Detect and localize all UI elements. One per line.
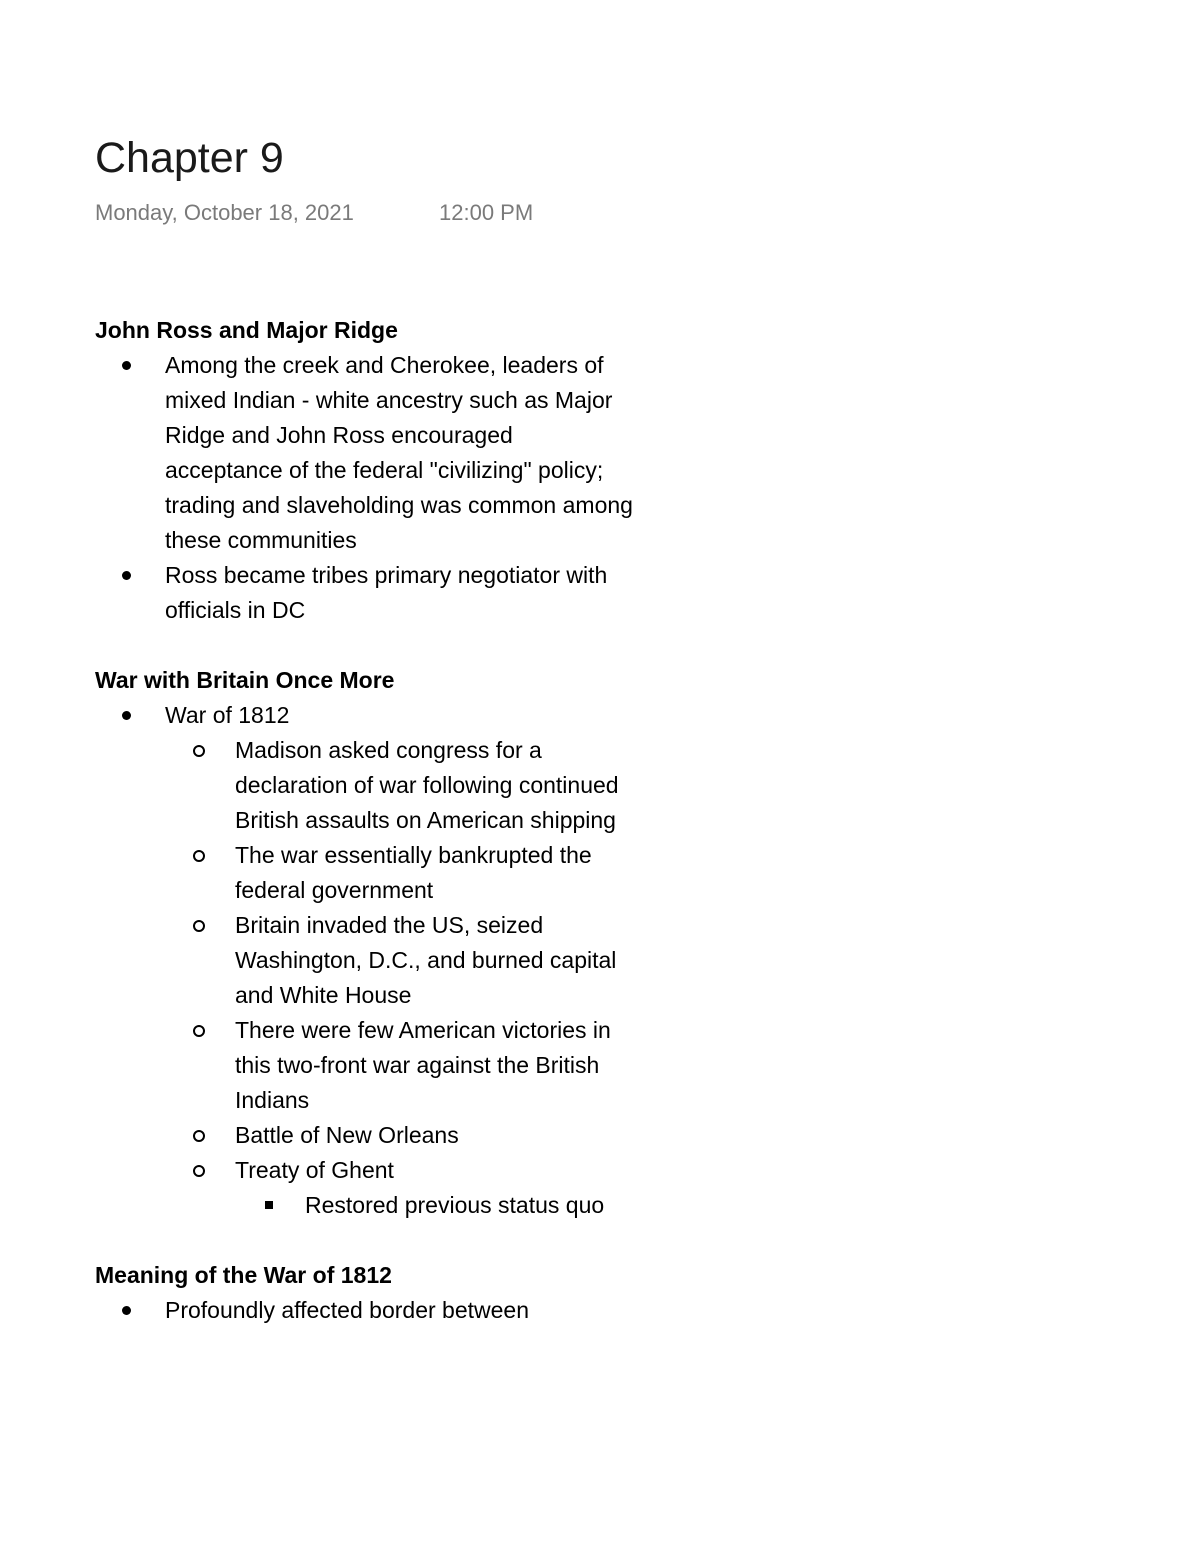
sub-list-item [165, 733, 635, 838]
list-item-text: Among the creek and Cherokee, leaders of mixed Indian - white ancestry such as Major Ridge and John Ross encouraged acceptance of the federal "civilizing" policy; trading and slaveholding was common among these communities [165, 352, 633, 553]
bullet-circle-icon [193, 1025, 205, 1037]
page-date: Monday, October 18, 2021 [95, 200, 354, 225]
bullet-circle-icon [193, 920, 205, 932]
page-title: Chapter 9 [95, 134, 284, 182]
bullet-circle-icon [193, 1165, 205, 1177]
sub-list-item [165, 1013, 635, 1118]
bullet-list [95, 348, 635, 628]
sub-sub-list-item-text: Restored previous status quo [305, 1192, 605, 1218]
section-war-with-britain [95, 663, 635, 1223]
bullet-list [95, 698, 635, 1223]
section-heading: John Ross and Major Ridge [95, 317, 398, 343]
sub-list-item-text: Madison asked congress for a declaration of war following continued British assaults on American shipping [235, 737, 619, 833]
bullet-dot-icon [122, 571, 131, 580]
sub-list-item-text: There were few American victories in this two-front war against the British Indians [235, 1017, 611, 1113]
sub-sub-bullet-list [235, 1188, 635, 1223]
section-heading: War with Britain Once More [95, 667, 395, 693]
section-heading: Meaning of the War of 1812 [95, 1262, 392, 1288]
sub-sub-list-item [235, 1188, 635, 1223]
note-content [95, 313, 635, 1363]
bullet-circle-icon [193, 1130, 205, 1142]
bullet-dot-icon [122, 711, 131, 720]
bullet-dot-icon [122, 361, 131, 370]
list-item [95, 698, 635, 1223]
list-item [95, 558, 635, 628]
list-item-text: Profoundly affected border between [165, 1297, 529, 1323]
list-item [95, 348, 635, 558]
bullet-list [95, 1293, 635, 1328]
sub-list-item [165, 1153, 635, 1223]
bullet-dot-icon [122, 1306, 131, 1315]
sub-list-item [165, 838, 635, 908]
sub-list-item-text: Treaty of Ghent [235, 1157, 394, 1183]
sub-list-item-text: Britain invaded the US, seized Washington, D.C., and burned capital and White House [235, 912, 617, 1008]
sub-bullet-list [165, 733, 635, 1223]
sub-list-item-text: Battle of New Orleans [235, 1122, 459, 1148]
sub-list-item-text: The war essentially bankrupted the federal government [235, 842, 592, 903]
list-item-text: Ross became tribes primary negotiator with officials in DC [165, 562, 608, 623]
sub-list-item [165, 908, 635, 1013]
bullet-square-icon [265, 1201, 273, 1209]
list-item [95, 1293, 635, 1328]
section-meaning-war-1812 [95, 1258, 635, 1328]
bullet-circle-icon [193, 745, 205, 757]
bullet-circle-icon [193, 850, 205, 862]
list-item-text: War of 1812 [165, 702, 290, 728]
sub-list-item [165, 1118, 635, 1153]
page-time: 12:00 PM [439, 200, 534, 225]
page-meta [95, 199, 534, 227]
section-john-ross [95, 313, 635, 628]
